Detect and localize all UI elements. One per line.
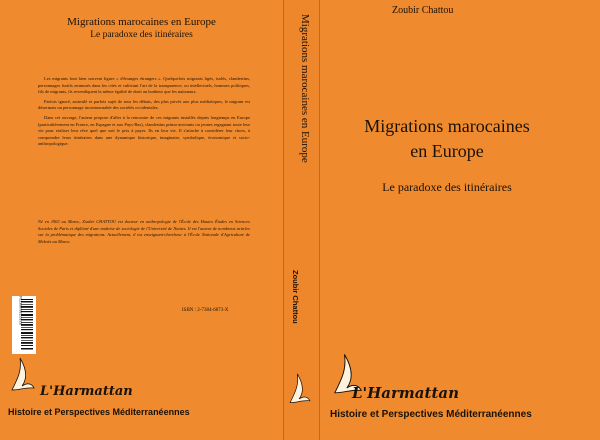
author-bio: Né en 1963 au Maroc, Zoubir CHATTOU est docteur en anthropologie de l'École des Hautes Études en Sciences Sociales de Paris et diplômé d'une maîtrise de sociologie de l'Université de Nantes. Il est l'auteur de nombreux articles sur la problématique des migrations. Actuellement, il est enseignant-chercheur à l'École Nationale d'Agriculture de Meknès au Maroc. <box>38 219 250 244</box>
spine-author: Zoubir Chattou <box>291 270 300 324</box>
front-cover-author: Zoubir Chattou <box>392 5 454 16</box>
spine-fold-left <box>283 0 284 440</box>
back-cover-blurb <box>38 76 250 151</box>
collection-name: Histoire et Perspectives Méditerranéennes <box>330 409 532 420</box>
barcode-icon <box>12 296 36 354</box>
back-cover-subtitle: Le paradoxe des itinéraires <box>90 30 193 40</box>
harmattan-bird-logo-icon <box>10 356 36 396</box>
blurb-paragraph: Les migrants font bien souvent figure « d'étranges étrangers ». Quelquefois migrants ligés, isolés, clandestins, personnages furtifs emmurés dans les cités et cultivant l'art de la transparence, ou intellectuels, hommes politiques, fils de migrants, ils revendiquent la même égalité de droit au bonheur que les nationaux. <box>38 76 250 95</box>
isbn-label: ISBN : 2-7384-6873-X <box>182 308 229 313</box>
publisher-name: L'Harmattan <box>352 384 460 402</box>
publisher-name: L'Harmattan <box>40 384 133 399</box>
harmattan-bird-logo-icon <box>288 372 312 408</box>
front-title-line: Migrations marocaines <box>364 116 530 136</box>
collection-name: Histoire et Perspectives Méditerranéennes <box>8 407 190 417</box>
spine-title: Migrations marocaines en Europe <box>299 14 311 163</box>
barcode-number: 9782738468734 <box>18 296 23 325</box>
front-cover-title <box>352 114 542 164</box>
front-cover-subtitle: Le paradoxe des itinéraires <box>382 180 512 194</box>
back-cover-title: Migrations marocaines en Europe <box>67 16 216 28</box>
front-title-line: en Europe <box>410 141 484 161</box>
blurb-paragraph: Dans cet ouvrage, l'auteur propose d'aller à la rencontre de ces migrants installés depuis longtemps en Europe (particulièrement en France, en Espagne et aux Pays-Bas), clandestins primo-arrivants ou jeunes regagnant toute leur vie pour réaliser leur rêve quel que soit le prix à payer. Ils en leur vie. Il s'attache à considérer leur choix, à comprendre leurs itinéraires dans une dynamique historique, imaginaire, symbolique, économique et socio-anthropologique. <box>38 114 250 147</box>
blurb-paragraph: Parfois ignoré, assimilé et parfois sujet de tous les débats, des plus privés aux plus médiatiques, le migrant est désormais un personnage incontournable des sociétés occidentales. <box>38 98 250 111</box>
